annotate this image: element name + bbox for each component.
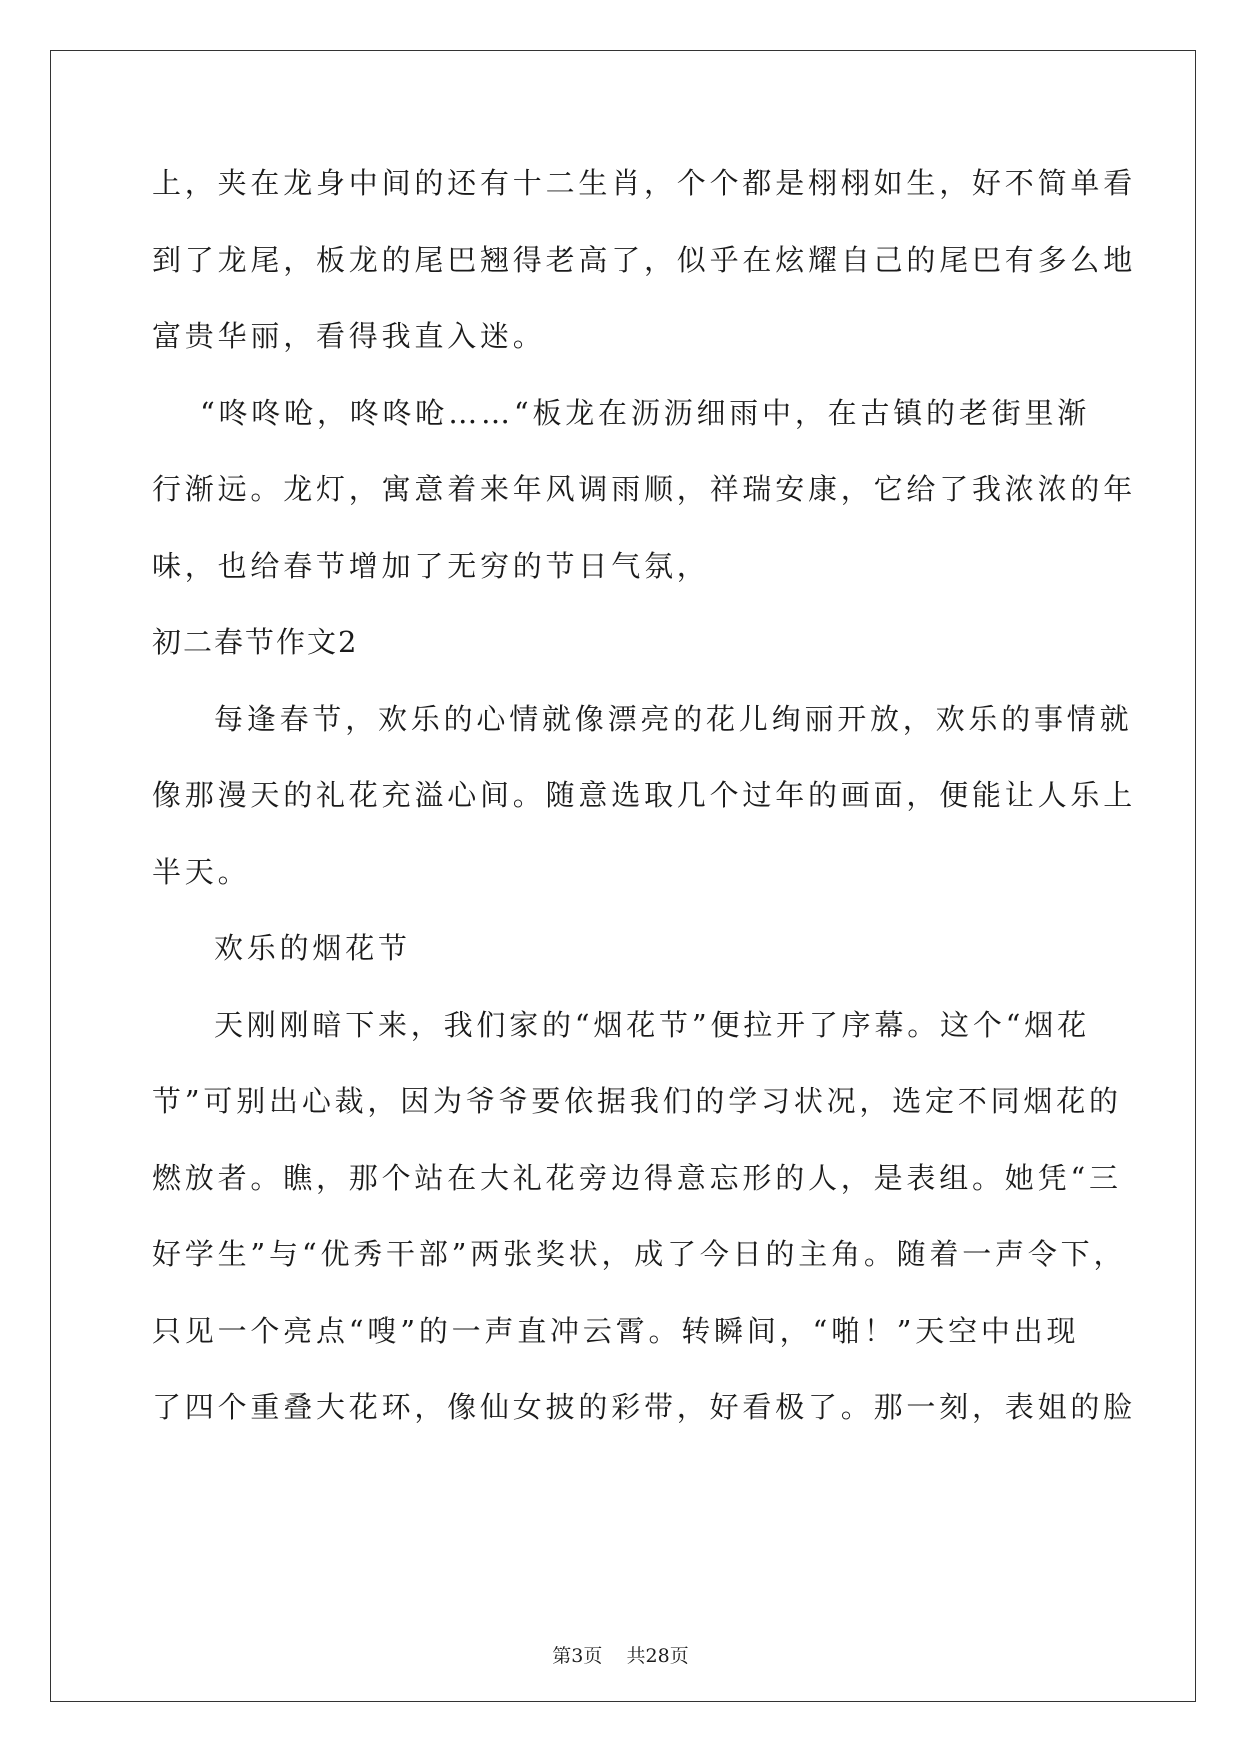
text-line: 到了龙尾，板龙的尾巴翘得老高了，似乎在炫耀自己的尾巴有多么地 — [152, 242, 1137, 277]
text-line: “咚咚呛，咚咚呛……“板龙在沥沥细雨中，在古镇的老街里渐 — [200, 395, 1091, 430]
page-number-footer: 第3页 共28页 — [552, 1645, 689, 1667]
text-line: 天刚刚暗下来，我们家的“烟花节”便拉开了序幕。这个“烟花 — [214, 1007, 1090, 1042]
text-line: 上，夹在龙身中间的还有十二生肖，个个都是栩栩如生，好不简单看 — [152, 166, 1137, 200]
text-line: 富贵华丽，看得我直入迷。 — [152, 319, 546, 353]
text-line: 半天。 — [152, 854, 251, 889]
text-line: 节”可别出心裁，因为爷爷要依据我们的学习状况，选定不同烟花的 — [152, 1084, 1122, 1118]
text-line: 燃放者。瞧，那个站在大礼花旁边得意忘形的人，是表组。她凭“三 — [152, 1160, 1122, 1195]
text-line: 好学生”与“优秀干部”两张奖状，成了今日的主角。随着一声令下， — [152, 1237, 1127, 1271]
document-body — [152, 160, 1137, 1461]
text-line: 了四个重叠大花环，像仙女披的彩带，好看极了。那一刻，表姐的脸 — [152, 1390, 1137, 1424]
text-line: 只见一个亮点“嗖”的一声直冲云霄。转瞬间，“啪！”天空中出现 — [152, 1313, 1080, 1348]
text-line: 味，也给春节增加了无穷的节日气氛， — [152, 548, 710, 583]
text-line: 每逢春节，欢乐的心情就像漂亮的花儿绚丽开放，欢乐的事情就 — [214, 701, 1133, 736]
text-line: 行渐远。龙灯，寓意着来年风调雨顺，祥瑞安康，它给了我浓浓的年 — [152, 472, 1137, 506]
subheading: 欢乐的烟花节 — [214, 931, 411, 965]
section-heading: 初二春节作文2 — [152, 625, 359, 659]
text-line: 像那漫天的礼花充溢心间。随意选取几个过年的画面，便能让人乐上 — [152, 778, 1137, 812]
